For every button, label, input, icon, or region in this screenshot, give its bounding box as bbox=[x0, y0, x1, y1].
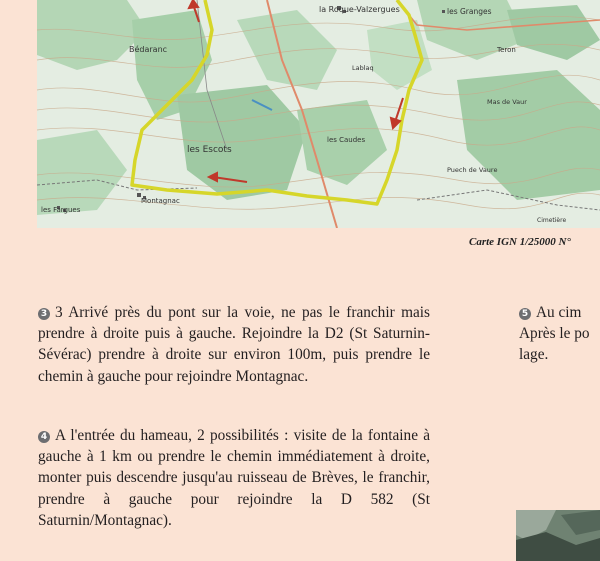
label-montagnac: Montagnac bbox=[141, 197, 180, 205]
step-5-line-1: Au cim bbox=[536, 304, 582, 321]
label-lablaq: Lablaq bbox=[352, 64, 374, 72]
step-4-text: A l'entrée du hameau, 2 possibilités : visite de la fontaine à gauche à 1 km ou prendre le chemin immédiatement à droite, monter puis descendre jusqu'au ruisseau de Brèves, le franchir, prendre à gauche pour rejoindre la D 582 (St Saturnin/Montagnac). bbox=[38, 427, 430, 529]
photo-graphic bbox=[516, 510, 600, 561]
step-5-line-2: Après le po bbox=[519, 325, 590, 343]
label-vaur: Mas de Vaur bbox=[487, 98, 527, 106]
label-les-caudes: les Caudes bbox=[327, 136, 366, 144]
label-cimetiere: Cimetière bbox=[537, 217, 567, 224]
step-5-line-3: lage. bbox=[519, 346, 549, 364]
step-3-paragraph bbox=[38, 302, 430, 387]
map-graphic bbox=[37, 0, 600, 228]
label-la-roque: la Roque-Valzergues bbox=[319, 5, 400, 14]
label-les-escots: les Escots bbox=[187, 145, 232, 155]
step-number-badge: 5 bbox=[519, 308, 531, 320]
step-3-text: 3 Arrivé près du pont sur la voie, ne pas le franchir mais prendre à droite puis à gauche. Rejoindre la D2 (St Saturnin- Sévérac) prendre à droite sur environ 100m, puis prendre le chemin à gauche pour rejoindre Montagnac. bbox=[38, 304, 430, 385]
step-number-badge: 3 bbox=[38, 308, 50, 320]
step-4-paragraph bbox=[38, 425, 430, 531]
label-teron: Teron bbox=[497, 46, 516, 54]
label-puech: Puech de Vaure bbox=[447, 166, 498, 174]
label-les-fargues: les Fargues bbox=[41, 206, 81, 214]
topographic-map bbox=[37, 0, 600, 228]
step-5-paragraph bbox=[519, 302, 600, 366]
label-bedaranc: Bédaranc bbox=[129, 45, 168, 54]
step-number-badge: 4 bbox=[38, 431, 50, 443]
label-les-granges: les Granges bbox=[447, 7, 492, 16]
landscape-photo bbox=[516, 510, 600, 561]
map-caption: Carte IGN 1/25000 N° bbox=[469, 236, 571, 248]
